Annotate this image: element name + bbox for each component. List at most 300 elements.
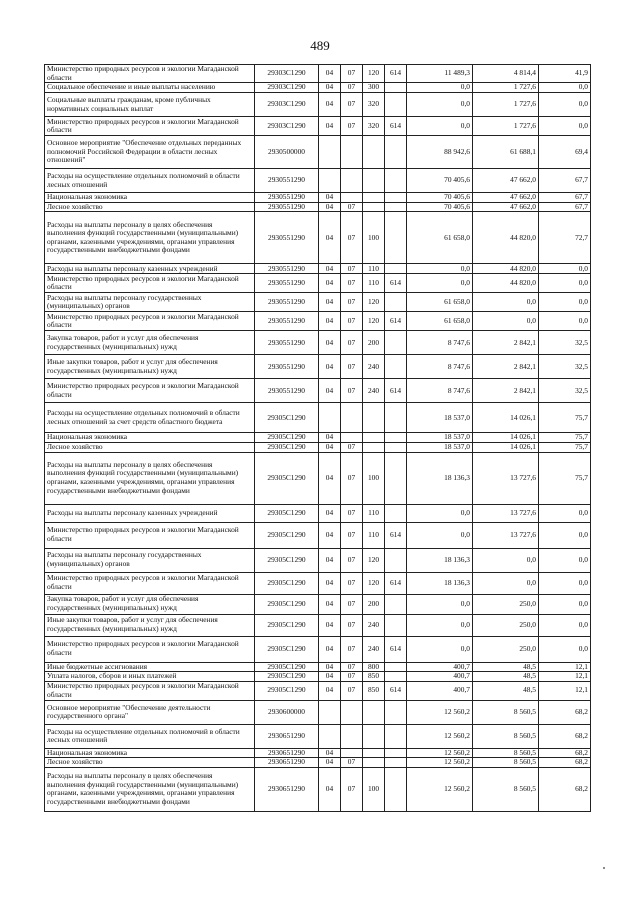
row-name-cell: Иные закупки товаров, работ и услуг для обеспечения государственных (муниципальных) нужд <box>45 355 255 379</box>
admin-code-cell <box>385 594 407 614</box>
subsection-cell: 07 <box>341 614 363 636</box>
row-name-cell: Расходы на выплаты персоналу в целях обеспечения выполнения функций государственными (муниципальными) органами, казенными учреждениями, органами управления государственными внебюджетными фондами <box>45 767 255 811</box>
row-name-cell: Закупка товаров, работ и услуг для обеспечения государственных (муниципальных) нужд <box>45 331 255 355</box>
row-name-cell: Социальные выплаты гражданам, кроме публичных нормативных социальных выплат <box>45 93 255 117</box>
expense-type-cell: 240 <box>363 355 385 379</box>
expense-type-cell <box>363 136 385 169</box>
target-code-cell: 2930500000 <box>255 136 319 169</box>
table-row <box>45 274 591 293</box>
target-code-cell: 2930600000 <box>255 700 319 724</box>
subsection-cell: 07 <box>341 312 363 331</box>
section-cell: 04 <box>319 758 341 768</box>
target-code-cell: 29305С1290 <box>255 572 319 594</box>
row-name-cell: Расходы на выплаты персоналу казенных учреждений <box>45 264 255 274</box>
plan-amount-cell: 70 405,6 <box>407 169 473 193</box>
expense-type-cell: 110 <box>363 274 385 293</box>
page-number: 489 <box>310 38 330 53</box>
admin-code-cell <box>385 212 407 264</box>
subsection-cell: 07 <box>341 293 363 312</box>
expense-type-cell <box>363 700 385 724</box>
target-code-cell: 29305С1290 <box>255 662 319 672</box>
actual-amount-cell: 13 727,6 <box>473 452 539 504</box>
table-row <box>45 548 591 572</box>
expense-type-cell: 110 <box>363 522 385 548</box>
percent-cell: 67,7 <box>539 169 591 193</box>
expense-type-cell: 120 <box>363 548 385 572</box>
subsection-cell <box>341 700 363 724</box>
subsection-cell <box>341 169 363 193</box>
row-name-cell: Расходы на выплаты персоналу в целях обеспечения выполнения функций государственными (муниципальными) органами, казенными учреждениями, органами управления государственными внебюджетными фондами <box>45 212 255 264</box>
plan-amount-cell: 8 747,6 <box>407 331 473 355</box>
target-code-cell: 2930651290 <box>255 758 319 768</box>
percent-cell: 68,2 <box>539 748 591 758</box>
actual-amount-cell: 44 820,0 <box>473 274 539 293</box>
percent-cell: 0,0 <box>539 636 591 662</box>
admin-code-cell <box>385 504 407 522</box>
subsection-cell: 07 <box>341 681 363 700</box>
actual-amount-cell: 47 662,0 <box>473 193 539 203</box>
row-name-cell: Лесное хозяйство <box>45 758 255 768</box>
expense-type-cell <box>363 169 385 193</box>
percent-cell: 75,7 <box>539 433 591 443</box>
section-cell: 04 <box>319 548 341 572</box>
plan-amount-cell: 61 658,0 <box>407 293 473 312</box>
section-cell <box>319 403 341 433</box>
table-row <box>45 193 591 203</box>
section-cell: 04 <box>319 202 341 212</box>
actual-amount-cell: 2 842,1 <box>473 355 539 379</box>
admin-code-cell <box>385 452 407 504</box>
expense-type-cell: 120 <box>363 293 385 312</box>
admin-code-cell <box>385 293 407 312</box>
plan-amount-cell: 18 537,0 <box>407 403 473 433</box>
actual-amount-cell: 48,5 <box>473 681 539 700</box>
percent-cell: 12,1 <box>539 662 591 672</box>
expense-type-cell <box>363 433 385 443</box>
section-cell: 04 <box>319 193 341 203</box>
subsection-cell: 07 <box>341 379 363 403</box>
section-cell: 04 <box>319 672 341 682</box>
actual-amount-cell: 8 560,5 <box>473 724 539 748</box>
actual-amount-cell: 8 560,5 <box>473 748 539 758</box>
section-cell: 04 <box>319 83 341 93</box>
expense-type-cell: 200 <box>363 331 385 355</box>
target-code-cell: 2930551290 <box>255 193 319 203</box>
percent-cell: 12,1 <box>539 681 591 700</box>
target-code-cell: 2930551290 <box>255 274 319 293</box>
table-row <box>45 636 591 662</box>
row-name-cell: Расходы на осуществление отдельных полномочий в области лесных отношений <box>45 724 255 748</box>
percent-cell: 68,2 <box>539 758 591 768</box>
actual-amount-cell: 14 026,1 <box>473 403 539 433</box>
subsection-cell: 07 <box>341 767 363 811</box>
section-cell: 04 <box>319 274 341 293</box>
expense-type-cell: 240 <box>363 614 385 636</box>
plan-amount-cell: 18 537,0 <box>407 433 473 443</box>
table-row <box>45 93 591 117</box>
subsection-cell: 07 <box>341 93 363 117</box>
section-cell <box>319 724 341 748</box>
expense-type-cell: 320 <box>363 93 385 117</box>
admin-code-cell <box>385 700 407 724</box>
percent-cell: 67,7 <box>539 202 591 212</box>
percent-cell: 69,4 <box>539 136 591 169</box>
percent-cell: 32,5 <box>539 379 591 403</box>
plan-amount-cell: 12 560,2 <box>407 724 473 748</box>
section-cell: 04 <box>319 572 341 594</box>
table-row <box>45 65 591 83</box>
section-cell: 04 <box>319 93 341 117</box>
target-code-cell: 2930651290 <box>255 748 319 758</box>
percent-cell: 75,7 <box>539 452 591 504</box>
section-cell: 04 <box>319 522 341 548</box>
admin-code-cell <box>385 83 407 93</box>
admin-code-cell <box>385 614 407 636</box>
subsection-cell: 07 <box>341 548 363 572</box>
plan-amount-cell: 18 136,3 <box>407 452 473 504</box>
row-name-cell: Министерство природных ресурсов и экологии Магаданской области <box>45 274 255 293</box>
row-name-cell: Национальная экономика <box>45 433 255 443</box>
table-row <box>45 724 591 748</box>
admin-code-cell: 614 <box>385 117 407 136</box>
section-cell: 04 <box>319 65 341 83</box>
plan-amount-cell: 70 405,6 <box>407 193 473 203</box>
subsection-cell: 07 <box>341 636 363 662</box>
actual-amount-cell: 47 662,0 <box>473 169 539 193</box>
admin-code-cell <box>385 548 407 572</box>
section-cell: 04 <box>319 212 341 264</box>
table-row <box>45 403 591 433</box>
table-row <box>45 504 591 522</box>
row-name-cell: Основное мероприятие "Обеспечение отдельных переданных полномочий Российской Федерации в области лесных отношений" <box>45 136 255 169</box>
subsection-cell: 07 <box>341 442 363 452</box>
table-row <box>45 522 591 548</box>
subsection-cell: 07 <box>341 274 363 293</box>
target-code-cell: 29305С1290 <box>255 403 319 433</box>
table-row <box>45 594 591 614</box>
admin-code-cell <box>385 403 407 433</box>
admin-code-cell <box>385 442 407 452</box>
actual-amount-cell: 4 814,4 <box>473 65 539 83</box>
section-cell: 04 <box>319 355 341 379</box>
section-cell: 04 <box>319 748 341 758</box>
percent-cell: 72,7 <box>539 212 591 264</box>
subsection-cell: 07 <box>341 452 363 504</box>
section-cell: 04 <box>319 614 341 636</box>
actual-amount-cell: 0,0 <box>473 548 539 572</box>
section-cell: 04 <box>319 767 341 811</box>
table-row <box>45 662 591 672</box>
admin-code-cell <box>385 662 407 672</box>
subsection-cell: 07 <box>341 212 363 264</box>
admin-code-cell: 614 <box>385 636 407 662</box>
table-row <box>45 202 591 212</box>
admin-code-cell <box>385 93 407 117</box>
percent-cell: 68,2 <box>539 700 591 724</box>
actual-amount-cell: 250,0 <box>473 594 539 614</box>
subsection-cell: 07 <box>341 202 363 212</box>
percent-cell: 0,0 <box>539 548 591 572</box>
row-name-cell: Лесное хозяйство <box>45 202 255 212</box>
plan-amount-cell: 0,0 <box>407 614 473 636</box>
table-row <box>45 572 591 594</box>
expense-type-cell: 120 <box>363 65 385 83</box>
table-row <box>45 169 591 193</box>
plan-amount-cell: 8 747,6 <box>407 379 473 403</box>
percent-cell: 0,0 <box>539 293 591 312</box>
expense-type-cell: 300 <box>363 83 385 93</box>
section-cell: 04 <box>319 636 341 662</box>
row-name-cell: Министерство природных ресурсов и экологии Магаданской области <box>45 379 255 403</box>
target-code-cell: 2930551290 <box>255 293 319 312</box>
expense-type-cell: 120 <box>363 312 385 331</box>
plan-amount-cell: 12 560,2 <box>407 700 473 724</box>
section-cell: 04 <box>319 331 341 355</box>
row-name-cell: Национальная экономика <box>45 748 255 758</box>
admin-code-cell <box>385 724 407 748</box>
actual-amount-cell: 13 727,6 <box>473 504 539 522</box>
row-name-cell: Министерство природных ресурсов и экологии Магаданской области <box>45 522 255 548</box>
actual-amount-cell: 0,0 <box>473 312 539 331</box>
plan-amount-cell: 0,0 <box>407 264 473 274</box>
table-body <box>45 65 591 812</box>
percent-cell: 0,0 <box>539 504 591 522</box>
plan-amount-cell: 18 136,3 <box>407 548 473 572</box>
target-code-cell: 2930551290 <box>255 212 319 264</box>
table-row <box>45 442 591 452</box>
section-cell <box>319 169 341 193</box>
subsection-cell: 07 <box>341 264 363 274</box>
expense-type-cell: 240 <box>363 379 385 403</box>
plan-amount-cell: 0,0 <box>407 504 473 522</box>
expense-type-cell: 100 <box>363 212 385 264</box>
expense-type-cell: 850 <box>363 672 385 682</box>
actual-amount-cell: 1 727,6 <box>473 83 539 93</box>
actual-amount-cell: 48,5 <box>473 672 539 682</box>
table-row <box>45 452 591 504</box>
plan-amount-cell: 0,0 <box>407 93 473 117</box>
percent-cell: 0,0 <box>539 264 591 274</box>
section-cell: 04 <box>319 594 341 614</box>
table-row <box>45 136 591 169</box>
actual-amount-cell: 8 560,5 <box>473 758 539 768</box>
actual-amount-cell: 2 842,1 <box>473 331 539 355</box>
percent-cell: 0,0 <box>539 312 591 331</box>
target-code-cell: 2930651290 <box>255 767 319 811</box>
actual-amount-cell: 250,0 <box>473 636 539 662</box>
row-name-cell: Расходы на осуществление отдельных полномочий в области лесных отношений за счет средств областного бюджета <box>45 403 255 433</box>
subsection-cell: 07 <box>341 594 363 614</box>
percent-cell: 75,7 <box>539 403 591 433</box>
actual-amount-cell: 1 727,6 <box>473 117 539 136</box>
target-code-cell: 29303С1290 <box>255 93 319 117</box>
admin-code-cell: 614 <box>385 65 407 83</box>
percent-cell: 0,0 <box>539 572 591 594</box>
row-name-cell: Социальное обеспечение и иные выплаты населению <box>45 83 255 93</box>
percent-cell: 68,2 <box>539 724 591 748</box>
section-cell: 04 <box>319 452 341 504</box>
budget-table <box>44 64 591 812</box>
section-cell: 04 <box>319 293 341 312</box>
plan-amount-cell: 70 405,6 <box>407 202 473 212</box>
plan-amount-cell: 0,0 <box>407 83 473 93</box>
table-row <box>45 212 591 264</box>
section-cell: 04 <box>319 264 341 274</box>
plan-amount-cell: 18 537,0 <box>407 442 473 452</box>
admin-code-cell: 614 <box>385 681 407 700</box>
expense-type-cell: 200 <box>363 594 385 614</box>
subsection-cell: 07 <box>341 672 363 682</box>
plan-amount-cell: 61 658,0 <box>407 312 473 331</box>
subsection-cell <box>341 748 363 758</box>
actual-amount-cell: 48,5 <box>473 662 539 672</box>
subsection-cell: 07 <box>341 522 363 548</box>
expense-type-cell: 110 <box>363 504 385 522</box>
table-row <box>45 312 591 331</box>
scan-dot <box>603 867 605 869</box>
percent-cell: 32,5 <box>539 355 591 379</box>
expense-type-cell <box>363 193 385 203</box>
table-row <box>45 293 591 312</box>
percent-cell: 12,1 <box>539 672 591 682</box>
row-name-cell: Министерство природных ресурсов и экологии Магаданской области <box>45 312 255 331</box>
admin-code-cell <box>385 193 407 203</box>
admin-code-cell <box>385 758 407 768</box>
admin-code-cell: 614 <box>385 312 407 331</box>
subsection-cell: 07 <box>341 331 363 355</box>
admin-code-cell <box>385 169 407 193</box>
percent-cell: 0,0 <box>539 274 591 293</box>
table-row <box>45 117 591 136</box>
target-code-cell: 29305С1290 <box>255 672 319 682</box>
target-code-cell: 29305С1290 <box>255 636 319 662</box>
plan-amount-cell: 0,0 <box>407 274 473 293</box>
target-code-cell: 29305С1290 <box>255 594 319 614</box>
percent-cell: 41,9 <box>539 65 591 83</box>
percent-cell: 0,0 <box>539 83 591 93</box>
row-name-cell: Лесное хозяйство <box>45 442 255 452</box>
admin-code-cell <box>385 331 407 355</box>
subsection-cell <box>341 193 363 203</box>
admin-code-cell <box>385 767 407 811</box>
expense-type-cell: 100 <box>363 767 385 811</box>
section-cell: 04 <box>319 379 341 403</box>
subsection-cell: 07 <box>341 117 363 136</box>
row-name-cell: Министерство природных ресурсов и экологии Магаданской области <box>45 117 255 136</box>
expense-type-cell <box>363 442 385 452</box>
expense-type-cell: 850 <box>363 681 385 700</box>
table-row <box>45 758 591 768</box>
expense-type-cell: 320 <box>363 117 385 136</box>
target-code-cell: 29305С1290 <box>255 504 319 522</box>
table-row <box>45 83 591 93</box>
section-cell: 04 <box>319 442 341 452</box>
subsection-cell: 07 <box>341 83 363 93</box>
admin-code-cell <box>385 748 407 758</box>
actual-amount-cell: 44 820,0 <box>473 212 539 264</box>
target-code-cell: 29303С1290 <box>255 65 319 83</box>
plan-amount-cell: 12 560,2 <box>407 758 473 768</box>
table-row <box>45 681 591 700</box>
plan-amount-cell: 400,7 <box>407 681 473 700</box>
section-cell <box>319 136 341 169</box>
percent-cell: 0,0 <box>539 93 591 117</box>
row-name-cell: Расходы на выплаты персоналу казенных учреждений <box>45 504 255 522</box>
actual-amount-cell: 8 560,5 <box>473 767 539 811</box>
actual-amount-cell: 13 727,6 <box>473 522 539 548</box>
expense-type-cell: 800 <box>363 662 385 672</box>
row-name-cell: Министерство природных ресурсов и экологии Магаданской области <box>45 681 255 700</box>
plan-amount-cell: 11 489,3 <box>407 65 473 83</box>
percent-cell: 0,0 <box>539 522 591 548</box>
row-name-cell: Министерство природных ресурсов и экологии Магаданской области <box>45 572 255 594</box>
actual-amount-cell: 14 026,1 <box>473 442 539 452</box>
row-name-cell: Расходы на осуществление отдельных полномочий в области лесных отношений <box>45 169 255 193</box>
target-code-cell: 2930551290 <box>255 169 319 193</box>
actual-amount-cell: 44 820,0 <box>473 264 539 274</box>
expense-type-cell: 120 <box>363 572 385 594</box>
actual-amount-cell: 0,0 <box>473 572 539 594</box>
section-cell <box>319 700 341 724</box>
admin-code-cell <box>385 355 407 379</box>
admin-code-cell <box>385 264 407 274</box>
expense-type-cell <box>363 758 385 768</box>
table-row <box>45 264 591 274</box>
subsection-cell <box>341 403 363 433</box>
table-row <box>45 767 591 811</box>
actual-amount-cell: 61 688,1 <box>473 136 539 169</box>
actual-amount-cell: 47 662,0 <box>473 202 539 212</box>
admin-code-cell <box>385 202 407 212</box>
table-row <box>45 355 591 379</box>
subsection-cell: 07 <box>341 504 363 522</box>
table-row <box>45 748 591 758</box>
percent-cell: 68,2 <box>539 767 591 811</box>
subsection-cell <box>341 136 363 169</box>
admin-code-cell <box>385 672 407 682</box>
plan-amount-cell: 12 560,2 <box>407 767 473 811</box>
row-name-cell: Расходы на выплаты персоналу государственных (муниципальных) органов <box>45 548 255 572</box>
actual-amount-cell: 2 842,1 <box>473 379 539 403</box>
plan-amount-cell: 0,0 <box>407 636 473 662</box>
plan-amount-cell: 400,7 <box>407 672 473 682</box>
actual-amount-cell: 1 727,6 <box>473 93 539 117</box>
section-cell: 04 <box>319 433 341 443</box>
target-code-cell: 29305С1290 <box>255 548 319 572</box>
target-code-cell: 2930551290 <box>255 379 319 403</box>
expense-type-cell <box>363 748 385 758</box>
percent-cell: 0,0 <box>539 117 591 136</box>
table-row <box>45 672 591 682</box>
actual-amount-cell: 0,0 <box>473 293 539 312</box>
plan-amount-cell: 61 658,0 <box>407 212 473 264</box>
row-name-cell: Основное мероприятие "Обеспечение деятельности государственного органа" <box>45 700 255 724</box>
target-code-cell: 29305С1290 <box>255 433 319 443</box>
target-code-cell: 29305С1290 <box>255 452 319 504</box>
target-code-cell: 29305С1290 <box>255 681 319 700</box>
target-code-cell: 2930551290 <box>255 355 319 379</box>
actual-amount-cell: 8 560,5 <box>473 700 539 724</box>
row-name-cell: Иные бюджетные ассигнования <box>45 662 255 672</box>
table-row <box>45 379 591 403</box>
target-code-cell: 29305С1290 <box>255 442 319 452</box>
actual-amount-cell: 14 026,1 <box>473 433 539 443</box>
subsection-cell: 07 <box>341 355 363 379</box>
target-code-cell: 2930651290 <box>255 724 319 748</box>
expense-type-cell <box>363 403 385 433</box>
subsection-cell: 07 <box>341 662 363 672</box>
table-row <box>45 433 591 443</box>
